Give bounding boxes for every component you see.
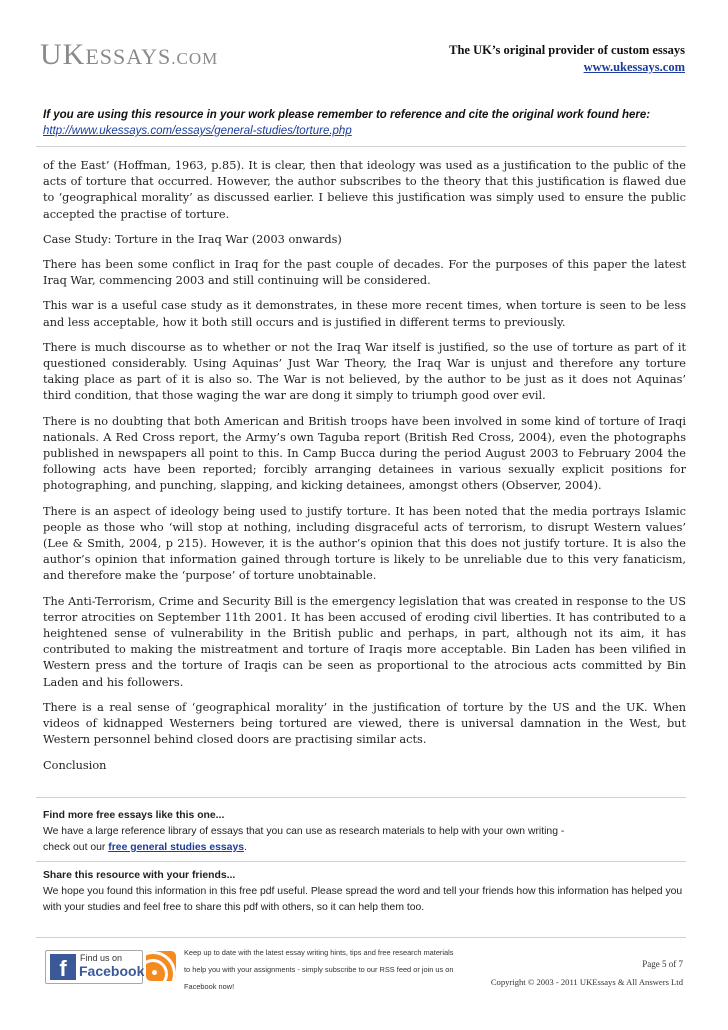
share-heading: Share this resource with your friends... — [43, 870, 236, 881]
find-essays-line2 — [43, 840, 686, 856]
share-text: We hope you found this information in this free pdf useful. Please spread the word and tell your friends how this information has helped you with your studies and feel free to share this pdf with others, so it can help them too. — [43, 886, 683, 913]
body-paragraph: There is no doubting that both American and British troops have been involved in some kind of torture of Iraqi nationals. A Red Cross report, the Army’s own Taguba report (British Red Cross, 2004), even the photographs published in newspapers all point to this. In Camp Bucca during the period August 2003 to February 2004 the following acts have been reported; forcibly arranging detainees in various sexually explicit positions for photographing, and punching, slapping, and kicking detainees, amongst others (Observer, 2004). — [43, 414, 686, 493]
essay-body — [43, 158, 686, 783]
header-url-link[interactable]: www.ukessays.com — [583, 60, 685, 74]
find-essays-text: We have a large reference library of essays that you can use as research materials to help with your own writing - — [43, 826, 565, 837]
header-tagline-block — [449, 42, 685, 76]
divider-share — [36, 861, 686, 862]
free-essays-link[interactable]: free general studies essays — [108, 842, 245, 853]
body-paragraph: There is an aspect of ideology being used to justify torture. It has been noted that the media portrays Islamic people as those who ‘will stop at nothing, including disgraceful acts of terrorism, to disrupt Western values’ (Lee & Smith, 2004, p 215). However, it is the author’s opinion that this does not justify torture. It is also the author’s opinion that information gained through torture is likely to be unreliable due to this very fanaticism, and therefore make the ‘purpose’ of torture unobtainable. — [43, 504, 686, 583]
logo-com: .COM — [171, 49, 219, 68]
share-block — [43, 868, 686, 916]
citation-link[interactable]: http://www.ukessays.com/essays/general-studies/torture.php — [43, 125, 352, 137]
rss-icon[interactable] — [146, 951, 176, 981]
body-paragraph: The Anti-Terrorism, Crime and Security Bill is the emergency legislation that was created in response to the US terror atrocities on September 11th 2001. It has been accused of eroding civil liberties. It has contributed to a heightened sense of vulnerability in the British public and perhaps, in part, although not its aim, it has contributed to making the mistreatment and torture of Iraqis more acceptable. Bin Laden has been vilified in Western press and the torture of Iraqis can be seen as proportional to the atrocious acts committed by Bin Laden and his followers. — [43, 594, 686, 689]
divider-promo — [36, 797, 686, 798]
footer-line-1: Keep up to date with the latest essay writing hints, tips and free research materials — [184, 948, 454, 957]
body-paragraph: There is much discourse as to whether or not the Iraq War itself is justified, so the use of torture as part of it questioned considerably. Using Aquinas’ Just War Theory, the Iraq War is unjust and therefore any torture taking place as part of it is also so. The War is not believed, by the author to be just as it does not Aquinas’ third condition, that those waging the war are dong it simply to triumph good over evil. — [43, 340, 686, 403]
logo-uk: UK — [40, 38, 86, 71]
footer-subscribe-text — [184, 944, 484, 995]
facebook-find-label: Find us on — [80, 953, 123, 963]
citation-text: If you are using this resource in your work please remember to reference and cite the original work found here: — [43, 109, 651, 121]
facebook-icon: f — [50, 954, 76, 980]
footer-line-3: Facebook now! — [184, 982, 235, 991]
page-number: Page 5 of 7 — [642, 959, 683, 969]
body-paragraph: There has been some conflict in Iraq for the past couple of decades. For the purposes of this paper the latest Iraq War, commencing 2003 and still continuing will be considered. — [43, 258, 686, 288]
logo-essays: ESSAYS — [85, 44, 172, 69]
footer-line-2: to help you with your assignments - simply subscribe to our RSS feed or join us on — [184, 965, 454, 974]
divider-top — [36, 146, 686, 147]
find-essays-suffix: . — [244, 842, 247, 853]
page-header — [0, 0, 728, 90]
body-paragraph: There is a real sense of ‘geographical morality’ in the justification of torture by the US and the UK. When videos of kidnapped Westerners being tortured are viewed, there is universal damnation in the West, but Western personnel behind closed doors are practising similar acts. — [43, 700, 686, 747]
section-heading: Case Study: Torture in the Iraq War (2003 onwards) — [43, 232, 342, 246]
body-paragraph: This war is a useful case study as it demonstrates, in these more recent times, when torture is seen to be less and less acceptable, how it both still occurs and is justified in different terms to previously. — [43, 299, 686, 329]
section-heading: Conclusion — [43, 758, 107, 772]
facebook-name-label: Facebook — [79, 963, 145, 979]
ukessays-logo[interactable] — [40, 38, 218, 72]
header-tagline: The UK’s original provider of custom essays — [449, 43, 685, 57]
copyright: Copyright © 2003 - 2011 UKEssays & All Answers Ltd — [490, 977, 683, 987]
citation-notice — [43, 107, 688, 139]
find-essays-heading: Find more free essays like this one... — [43, 810, 225, 821]
find-essays-prefix: check out our — [43, 842, 109, 853]
find-essays-block — [43, 808, 686, 856]
body-paragraph: of the East’ (Hoffman, 1963, p.85). It is clear, then that ideology was used as a justification to the public of the acts of torture that occurred. However, the author subscribes to the theory that this justification is flawed due to ‘geographical morality’ as discussed earlier. I believe this justification was simply used to ensure the public accepted the practise of torture. — [43, 159, 686, 221]
facebook-button[interactable] — [45, 950, 143, 984]
divider-footer — [36, 937, 686, 938]
